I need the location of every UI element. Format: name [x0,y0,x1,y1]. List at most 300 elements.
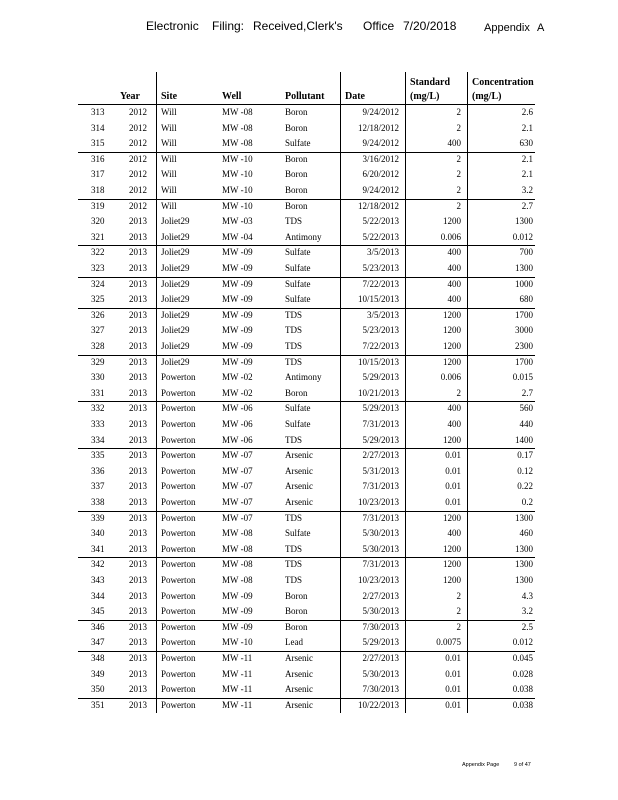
cell-well: MW -10 [222,200,253,211]
cell-standard: 2 [456,122,461,133]
cell-conc: 1300 [515,559,533,570]
cell-year: 2013 [129,434,147,445]
cell-conc: 1300 [515,263,533,273]
cell-conc: 0.038 [512,684,533,695]
cell-well: MW -10 [222,185,253,195]
cell-idx: 339 [91,512,105,523]
cell-pollutant: TDS [285,434,303,445]
cell-pollutant: Boron [285,200,308,211]
cell-site: Powerton [161,403,196,414]
cell-well: MW -06 [222,434,253,445]
cell-well: MW -07 [222,512,253,523]
cell-idx: 323 [91,263,105,273]
cell-site: Joliet29 [161,341,190,351]
cell-standard: 0.01 [445,465,461,476]
cell-site: Powerton [161,543,196,554]
table-row [0,245,618,261]
cell-standard: 400 [447,528,461,539]
footer-page-number: 9 of 47 [514,762,531,768]
cell-standard: 0.01 [445,653,461,663]
cell-pollutant: TDS [285,512,303,523]
cell-conc: 2.5 [521,621,533,632]
cell-conc: 2.6 [521,107,533,117]
cell-well: MW -11 [222,699,253,710]
cell-pollutant: Sulfate [285,419,311,429]
cell-date: 5/30/2013 [362,543,399,554]
header-date: 7/20/2018 [403,19,457,33]
cell-site: Joliet29 [161,247,190,258]
cell-conc: 0.12 [517,465,533,476]
cell-pollutant: Arsenic [285,684,313,695]
cell-year: 2013 [129,387,147,398]
cell-site: Powerton [161,512,196,523]
row-divider [78,199,535,200]
cell-date: 7/31/2013 [362,559,399,570]
cell-pollutant: Antimony [285,231,322,242]
table-row [0,386,618,402]
table-row [0,604,618,620]
cell-conc: 1700 [515,309,533,320]
cell-idx: 319 [91,200,105,211]
cell-idx: 333 [91,419,105,429]
cell-date: 5/30/2013 [362,528,399,539]
cell-site: Powerton [161,575,196,585]
cell-year: 2013 [129,309,147,320]
cell-idx: 351 [91,699,105,710]
cell-well: MW -10 [222,637,253,648]
cell-site: Will [161,122,177,133]
cell-conc: 3.2 [521,606,533,617]
cell-site: Powerton [161,497,196,507]
cell-date: 7/22/2013 [362,278,399,289]
cell-well: MW -02 [222,372,253,383]
cell-standard: 0.01 [445,699,461,710]
cell-year: 2013 [129,637,147,648]
cell-well: MW -10 [222,153,253,164]
cell-conc: 0.045 [512,653,533,663]
row-divider [78,620,535,621]
cell-idx: 313 [91,107,105,117]
table-row [0,339,618,355]
table-row [0,214,618,230]
cell-well: MW -09 [222,278,253,289]
cell-year: 2012 [129,153,147,164]
cell-date: 5/29/2013 [362,434,399,445]
header-received: Received,Clerk's [253,19,343,33]
cell-date: 6/20/2012 [362,169,399,180]
cell-idx: 338 [91,497,105,507]
table-row [0,557,618,573]
cell-conc: 1700 [515,356,533,367]
cell-conc: 700 [519,247,533,258]
cell-pollutant: Arsenic [285,450,313,461]
table-row [0,152,618,168]
row-divider [78,152,535,153]
cell-site: Powerton [161,653,196,663]
cell-well: MW -09 [222,590,253,601]
cell-conc: 0.22 [517,481,533,492]
cell-year: 2013 [129,606,147,617]
cell-well: MW -06 [222,419,253,429]
cell-conc: 680 [519,294,533,305]
table-row [0,261,618,277]
cell-well: MW -09 [222,341,253,351]
cell-idx: 349 [91,668,105,679]
cell-date: 7/31/2013 [362,512,399,523]
cell-pollutant: Arsenic [285,481,313,492]
cell-conc: 2300 [515,341,533,351]
cell-conc: 460 [519,528,533,539]
cell-site: Powerton [161,559,196,570]
cell-year: 2013 [129,278,147,289]
cell-site: Powerton [161,621,196,632]
cell-pollutant: TDS [285,559,303,570]
cell-date: 5/31/2013 [362,465,399,476]
cell-well: MW -09 [222,263,253,273]
cell-date: 12/18/2012 [357,122,399,133]
cell-pollutant: Lead [285,637,303,648]
cell-date: 10/21/2013 [357,387,399,398]
footer-label: Appendix Page [462,762,500,768]
cell-well: MW -10 [222,169,253,180]
cell-year: 2013 [129,481,147,492]
cell-year: 2013 [129,325,147,336]
col-header-standard-unit: (mg/L) [410,91,440,102]
cell-pollutant: Boron [285,153,308,164]
cell-site: Powerton [161,434,196,445]
cell-site: Powerton [161,387,196,398]
cell-date: 5/23/2013 [362,263,399,273]
cell-conc: 3.2 [521,185,533,195]
header-office: Office [363,19,395,33]
table-row [0,370,618,386]
cell-conc: 1400 [515,434,533,445]
cell-site: Powerton [161,668,196,679]
table-row [0,433,618,449]
cell-year: 2013 [129,341,147,351]
cell-well: MW -07 [222,450,253,461]
cell-idx: 343 [91,575,105,585]
col-header-pollutant: Pollutant [285,91,325,102]
cell-site: Will [161,185,177,195]
cell-site: Joliet29 [161,309,190,320]
cell-idx: 322 [91,247,105,258]
cell-idx: 331 [91,387,105,398]
cell-well: MW -08 [222,122,253,133]
cell-year: 2013 [129,450,147,461]
table-row [0,323,618,339]
cell-conc: 1300 [515,512,533,523]
cell-pollutant: Arsenic [285,653,313,663]
cell-idx: 326 [91,309,105,320]
table-row [0,136,618,152]
cell-date: 7/30/2013 [362,684,399,695]
cell-well: MW -08 [222,528,253,539]
cell-standard: 400 [447,278,461,289]
table-row [0,308,618,324]
cell-idx: 347 [91,637,105,648]
cell-year: 2013 [129,699,147,710]
cell-date: 7/31/2013 [362,481,399,492]
cell-standard: 1200 [443,559,461,570]
cell-standard: 2 [456,107,461,117]
row-divider [78,355,535,356]
cell-standard: 400 [447,294,461,305]
table-row [0,167,618,183]
cell-year: 2013 [129,621,147,632]
cell-site: Joliet29 [161,216,190,227]
cell-date: 5/29/2013 [362,403,399,414]
cell-pollutant: Sulfate [285,138,311,149]
cell-conc: 2.7 [521,387,533,398]
cell-standard: 2 [456,153,461,164]
cell-year: 2013 [129,294,147,305]
cell-standard: 2 [456,590,461,601]
header-appendix: Appendix [484,22,530,34]
cell-pollutant: Sulfate [285,403,311,414]
row-divider [78,511,535,512]
row-divider [78,277,535,278]
cell-idx: 329 [91,356,105,367]
cell-year: 2013 [129,528,147,539]
cell-pollutant: Boron [285,590,308,601]
cell-idx: 344 [91,590,105,601]
cell-well: MW -04 [222,231,253,242]
cell-standard: 400 [447,419,461,429]
col-header-standard: Standard [410,77,451,88]
cell-site: Powerton [161,528,196,539]
table-row [0,651,618,667]
cell-standard: 0.01 [445,481,461,492]
cell-date: 2/27/2013 [362,450,399,461]
cell-standard: 1200 [443,575,461,585]
cell-site: Joliet29 [161,278,190,289]
cell-year: 2013 [129,668,147,679]
cell-well: MW -11 [222,684,253,695]
table-row [0,589,618,605]
cell-well: MW -02 [222,387,253,398]
cell-conc: 0.028 [512,668,533,679]
cell-date: 3/5/2013 [366,247,399,258]
cell-standard: 1200 [443,309,461,320]
cell-standard: 0.0075 [436,637,461,648]
cell-well: MW -08 [222,543,253,554]
cell-standard: 1200 [443,543,461,554]
cell-standard: 2 [456,185,461,195]
cell-standard: 2 [456,387,461,398]
cell-conc: 0.17 [517,450,533,461]
cell-standard: 2 [456,621,461,632]
cell-site: Powerton [161,419,196,429]
cell-date: 5/22/2013 [362,231,399,242]
cell-year: 2012 [129,107,147,117]
table-row [0,355,618,371]
cell-date: 7/30/2013 [362,621,399,632]
table-row [0,448,618,464]
col-header-year: Year [120,91,140,102]
table-row [0,401,618,417]
cell-idx: 342 [91,559,105,570]
cell-well: MW -08 [222,107,253,117]
cell-well: MW -09 [222,294,253,305]
cell-idx: 334 [91,434,105,445]
cell-conc: 560 [519,403,533,414]
header-electronic: Electronic [146,19,199,33]
row-divider [78,651,535,652]
cell-date: 3/16/2012 [362,153,399,164]
cell-standard: 0.006 [440,231,461,242]
cell-year: 2013 [129,372,147,383]
cell-year: 2013 [129,497,147,507]
cell-idx: 327 [91,325,105,336]
cell-date: 9/24/2012 [362,138,399,149]
cell-conc: 1000 [515,278,533,289]
cell-standard: 400 [447,247,461,258]
cell-standard: 400 [447,138,461,149]
table-row [0,479,618,495]
cell-site: Joliet29 [161,325,190,336]
cell-idx: 348 [91,653,105,663]
cell-date: 10/23/2013 [357,497,399,507]
cell-site: Powerton [161,465,196,476]
cell-well: MW -09 [222,356,253,367]
cell-idx: 350 [91,684,105,695]
cell-idx: 341 [91,543,105,554]
cell-idx: 328 [91,341,105,351]
cell-date: 10/15/2013 [357,294,399,305]
cell-well: MW -03 [222,216,253,227]
cell-site: Will [161,169,177,180]
cell-pollutant: Boron [285,606,308,617]
cell-pollutant: TDS [285,341,303,351]
cell-standard: 2 [456,200,461,211]
cell-well: MW -09 [222,621,253,632]
cell-pollutant: TDS [285,356,303,367]
cell-pollutant: Boron [285,387,308,398]
cell-conc: 0.012 [512,231,533,242]
table-row [0,417,618,433]
cell-date: 5/30/2013 [362,668,399,679]
table-row [0,698,618,714]
cell-date: 10/15/2013 [357,356,399,367]
cell-date: 5/23/2013 [362,325,399,336]
col-header-concentration: Concentration [472,77,534,88]
cell-year: 2012 [129,138,147,149]
cell-well: MW -11 [222,653,253,663]
table-row [0,526,618,542]
cell-pollutant: Boron [285,621,308,632]
cell-year: 2012 [129,122,147,133]
cell-year: 2013 [129,543,147,554]
cell-year: 2013 [129,356,147,367]
cell-pollutant: Antimony [285,372,322,383]
cell-well: MW -09 [222,606,253,617]
table-row [0,277,618,293]
cell-pollutant: Sulfate [285,247,311,258]
cell-idx: 321 [91,231,105,242]
row-divider [78,448,535,449]
header-appendix-letter: A [537,22,545,34]
cell-well: MW -08 [222,559,253,570]
cell-year: 2013 [129,403,147,414]
cell-standard: 0.01 [445,684,461,695]
table-row [0,230,618,246]
cell-date: 5/22/2013 [362,216,399,227]
cell-idx: 335 [91,450,105,461]
cell-site: Powerton [161,637,196,648]
cell-site: Powerton [161,590,196,601]
cell-date: 5/29/2013 [362,372,399,383]
table-row [0,183,618,199]
row-divider [78,245,535,246]
cell-site: Joliet29 [161,263,190,273]
cell-conc: 4.3 [521,590,533,601]
table-row [0,682,618,698]
cell-site: Will [161,200,177,211]
cell-well: MW -09 [222,325,253,336]
cell-pollutant: TDS [285,216,303,227]
cell-standard: 0.01 [445,497,461,507]
cell-site: Will [161,107,177,117]
cell-year: 2013 [129,263,147,273]
cell-year: 2013 [129,575,147,585]
cell-conc: 0.038 [512,699,533,710]
cell-year: 2013 [129,590,147,601]
cell-idx: 340 [91,528,105,539]
cell-site: Powerton [161,684,196,695]
cell-well: MW -07 [222,497,253,507]
cell-date: 3/5/2013 [366,309,399,320]
cell-site: Powerton [161,372,196,383]
cell-year: 2012 [129,185,147,195]
cell-well: MW -09 [222,309,253,320]
cell-standard: 2 [456,606,461,617]
cell-conc: 2.7 [521,200,533,211]
cell-idx: 345 [91,606,105,617]
cell-site: Powerton [161,606,196,617]
cell-year: 2013 [129,512,147,523]
cell-date: 2/27/2013 [362,590,399,601]
cell-year: 2013 [129,247,147,258]
cell-conc: 3000 [515,325,533,336]
cell-year: 2012 [129,169,147,180]
row-divider [78,698,535,699]
cell-idx: 330 [91,372,105,383]
table-row [0,667,618,683]
cell-pollutant: TDS [285,309,303,320]
cell-idx: 315 [91,138,105,149]
col-header-concentration-unit: (mg/L) [472,91,502,102]
cell-idx: 320 [91,216,105,227]
cell-site: Joliet29 [161,294,190,305]
table-row [0,542,618,558]
col-header-date: Date [345,91,365,102]
row-divider [78,557,535,558]
cell-date: 7/22/2013 [362,341,399,351]
cell-date: 5/29/2013 [362,637,399,648]
cell-idx: 317 [91,169,105,180]
table-row [0,105,618,121]
cell-site: Powerton [161,450,196,461]
cell-pollutant: Boron [285,107,308,117]
cell-site: Joliet29 [161,356,190,367]
cell-standard: 1200 [443,434,461,445]
cell-conc: 630 [519,138,533,149]
cell-conc: 0.012 [512,637,533,648]
cell-well: MW -06 [222,403,253,414]
cell-standard: 1200 [443,512,461,523]
table-row [0,121,618,137]
